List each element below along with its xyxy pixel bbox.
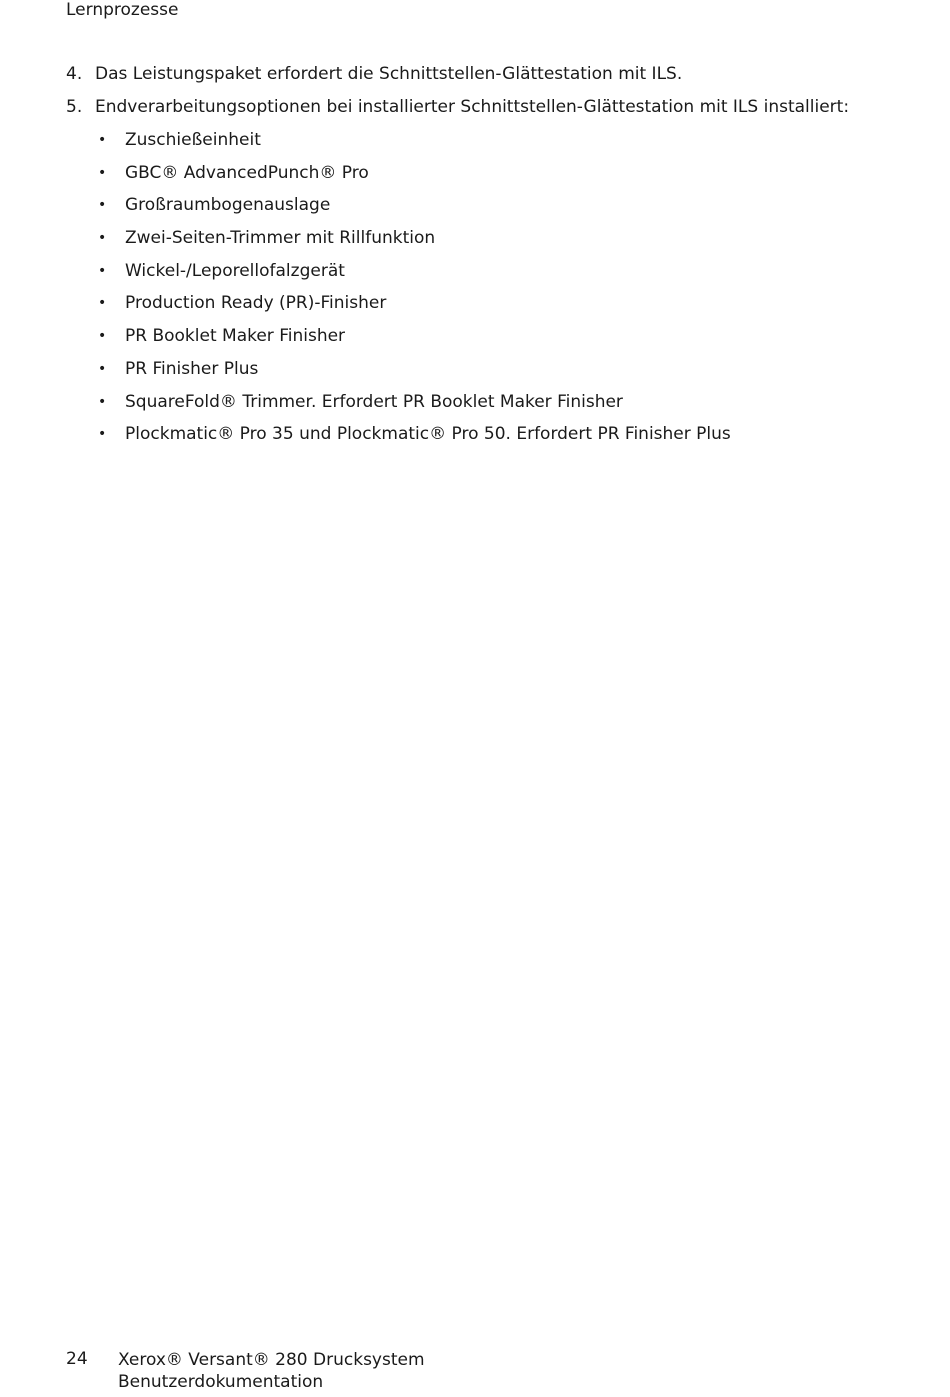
list-item-4 (66, 62, 926, 86)
bullet-icon: • (98, 295, 107, 312)
bullet-icon: • (98, 328, 107, 345)
bullet-icon: • (98, 197, 107, 214)
bullet-text: Zwei-Seiten-Trimmer mit Rillfunktion (125, 228, 436, 249)
list-item-text: Endverarbeitungsoptionen bei installierter Schnittstellen-Glättestation mit ILS installiert: (95, 97, 850, 117)
bullet-icon: • (98, 164, 107, 181)
bullet-item (95, 128, 926, 152)
footer-doc-type: Benutzerdokumentation (118, 1372, 324, 1392)
bullet-text: SquareFold® Trimmer. Erfordert PR Booklet Maker Finisher (125, 391, 623, 412)
bullet-icon: • (98, 262, 107, 279)
bullet-icon: • (98, 230, 107, 247)
bullet-icon: • (98, 426, 107, 443)
finishing-options-list (95, 128, 926, 446)
bullet-icon: • (98, 132, 107, 148)
bullet-text: GBC® AdvancedPunch® Pro (125, 162, 369, 183)
bullet-item (95, 193, 926, 217)
footer-product-title (118, 1349, 425, 1393)
bullet-item (95, 422, 926, 446)
bullet-item (95, 259, 926, 283)
bullet-item (95, 161, 926, 185)
bullet-item (95, 390, 926, 414)
bullet-item (95, 226, 926, 250)
bullet-text: Wickel-/Leporellofalzgerät (125, 260, 345, 281)
bullet-text: PR Finisher Plus (125, 358, 259, 379)
bullet-text: Production Ready (PR)-Finisher (125, 293, 387, 314)
bullet-text: Zuschießeinheit (125, 130, 261, 150)
list-item-text: Das Leistungspaket erfordert die Schnittstellen-Glättestation mit ILS. (95, 64, 683, 84)
bullet-item (95, 291, 926, 315)
list-item-5 (66, 95, 926, 446)
page-number: 24 (66, 1349, 88, 1369)
numbered-list (66, 62, 926, 455)
bullet-text: PR Booklet Maker Finisher (125, 326, 346, 347)
bullet-icon: • (98, 393, 107, 410)
bullet-item (95, 357, 926, 381)
running-header: Lernprozesse (66, 0, 179, 20)
bullet-text: Plockmatic® Pro 35 und Plockmatic® Pro 50. Erfordert PR Finisher Plus (125, 424, 731, 445)
footer-product-line: Xerox® Versant® 280 Drucksystem (118, 1350, 425, 1370)
bullet-icon: • (98, 360, 107, 377)
list-number: 4. (66, 64, 83, 84)
bullet-item (95, 324, 926, 348)
bullet-text: Großraumbogenauslage (125, 195, 331, 216)
list-number: 5. (66, 97, 83, 117)
